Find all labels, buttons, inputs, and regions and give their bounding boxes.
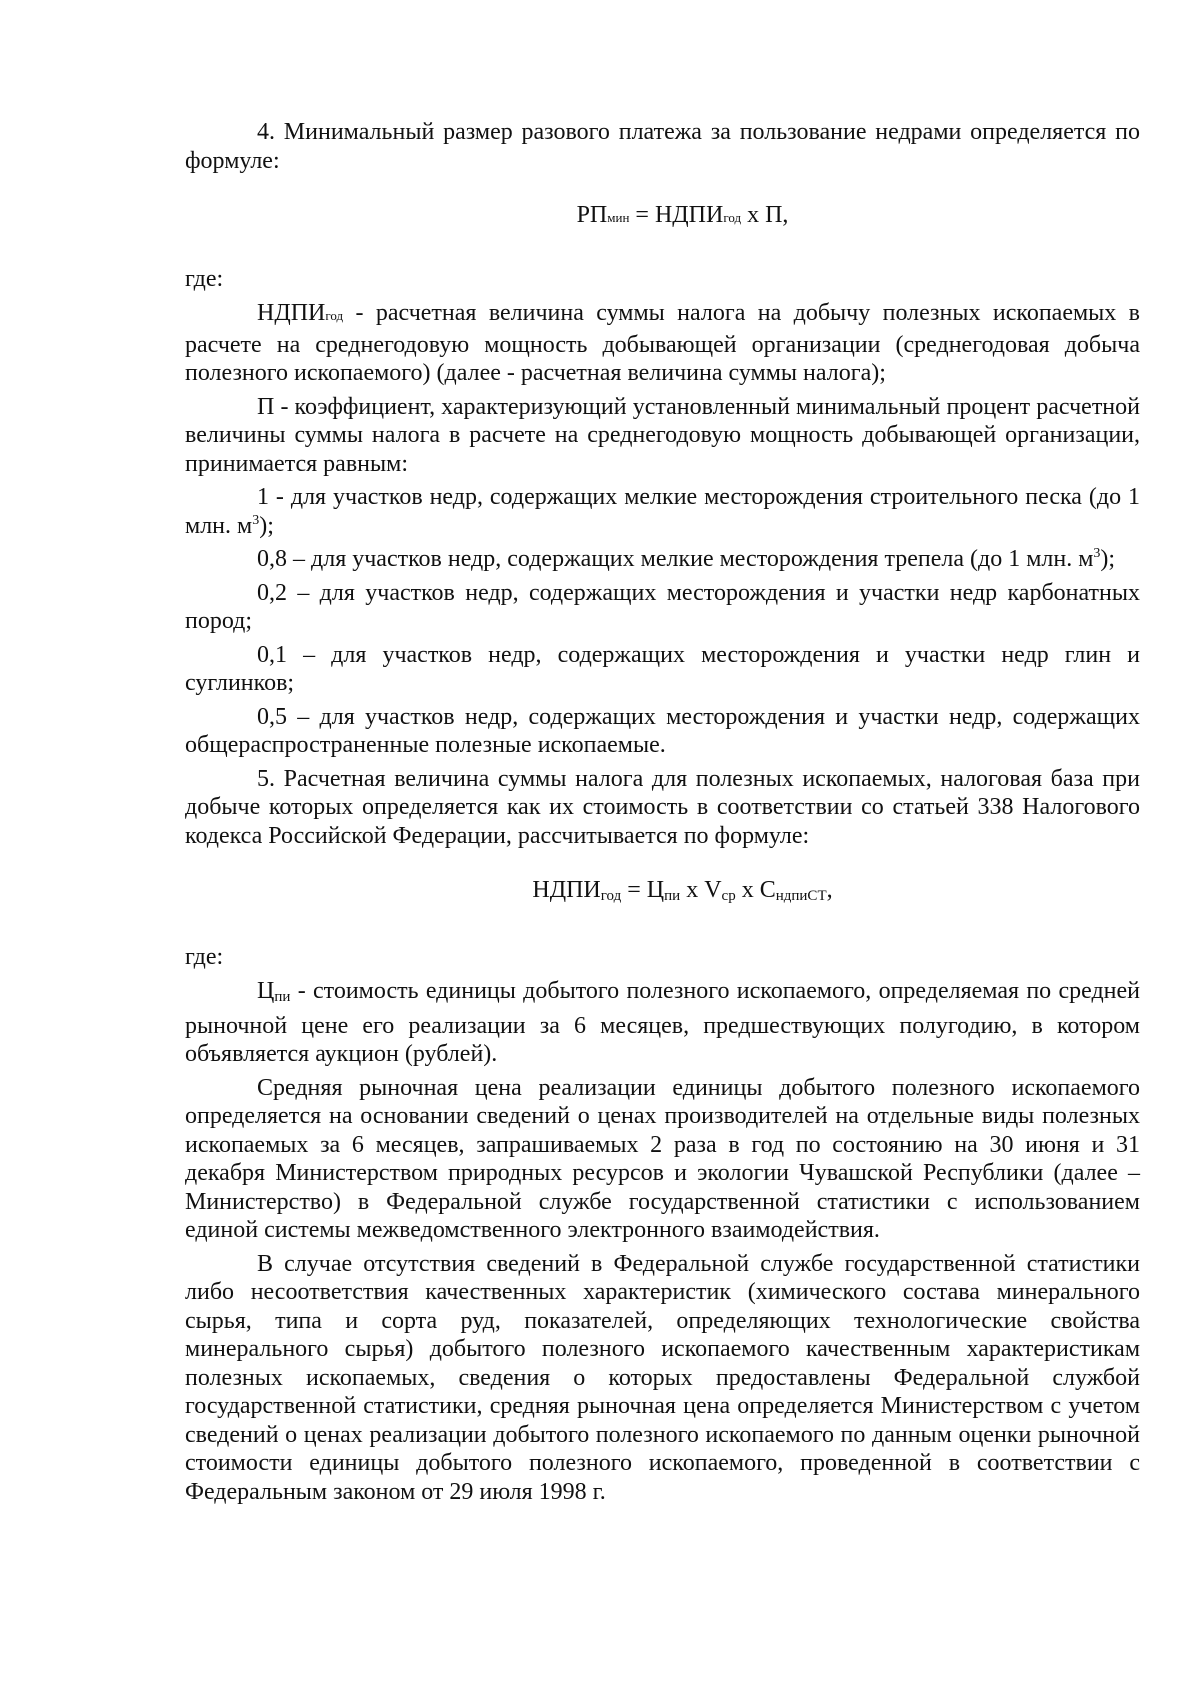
formula-min-payment-mid-sub: год xyxy=(723,210,742,225)
coefficient-0-5: 0,5 – для участков недр, содержащих месторождения и участки недр, содержащих общераспространенные полезные ископаемые. xyxy=(185,703,1140,758)
formula-ndpi-lhs: НДПИ xyxy=(532,877,601,903)
formula-ndpi-v-sub: ср xyxy=(721,888,736,904)
where-label: где: xyxy=(185,265,224,292)
formula-ndpi-eq: = Ц xyxy=(621,877,665,903)
item-4-paragraph: 4. Минимальный размер разового платежа за пользование недрами определяется по формуле: xyxy=(185,119,1140,174)
ndpi-definition xyxy=(185,299,1140,388)
ndpi-definition-text: - расчетная величина суммы налога на добычу полезных ископаемых в расчете на среднегодовую мощность добывающей организации (среднегодовая добыча полезного ископаемого) (далее - расчетная величина суммы налога); xyxy=(185,300,1140,386)
formula-ndpi-x2: х С xyxy=(735,877,776,903)
cpi-definition-text: - стоимость единицы добытого полезного ископаемого, определяемая по средней рыночной цене его реализации за 6 месяцев, предшествующих полугодию, в котором объявляется аукцион (рублей). xyxy=(185,978,1140,1067)
formula-ndpi xyxy=(225,876,1140,911)
coefficient-1-end: ); xyxy=(259,512,274,539)
p-coefficient-definition: П - коэффициент, характеризующий установленный минимальный процент расчетной величины суммы налога в расчете на среднегодовую мощность добывающей организации, принимается равным: xyxy=(185,393,1140,477)
coefficient-0-8-text: 0,8 – для участков недр, содержащих мелкие месторождения трепела (до 1 млн. м xyxy=(257,546,1094,572)
average-price-paragraph: Средняя рыночная цена реализации единицы добытого полезного ископаемого определяется на основании сведений о ценах производителей на отдельные виды полезных ископаемых за 6 месяцев, запрашиваемых 2 раза в год по состоянию на 30 июня и 31 декабря Министерством природных ресурсов и экологии Чувашской Республики (далее – Министерство) в Федеральной службе государственной статистики с использованием единой системы межведомственного электронного взаимодействия. xyxy=(185,1074,1140,1243)
formula-ndpi-end: , xyxy=(826,877,833,903)
coefficient-1-sup: 3 xyxy=(252,512,260,528)
formula-ndpi-c-sub: пи xyxy=(664,888,681,904)
ndpi-symbol-sub: год xyxy=(325,308,344,323)
formula-ndpi-s-sub: ндпиСТ xyxy=(775,888,827,904)
coefficient-1 xyxy=(185,483,1140,540)
formula-min-payment-mid: = НДПИ xyxy=(629,202,724,228)
formula-min-payment xyxy=(225,201,1140,233)
coefficient-0-2: 0,2 – для участков недр, содержащих месторождения и участки недр карбонатных пород; xyxy=(185,579,1140,634)
cpi-symbol-sub: пи xyxy=(274,989,291,1005)
cpi-definition xyxy=(185,977,1140,1069)
coefficient-0-8 xyxy=(185,545,1140,574)
formula-ndpi-x1: х V xyxy=(680,877,722,903)
coefficient-0-8-end: ); xyxy=(1100,546,1116,572)
coefficient-0-1: 0,1 – для участков недр, содержащих месторождения и участки недр глин и суглинков; xyxy=(185,641,1140,696)
formula-ndpi-lhs-sub: год xyxy=(600,888,622,904)
formula-min-payment-lhs-sub: мин xyxy=(607,210,630,225)
formula-min-payment-rhs: х П, xyxy=(741,202,789,228)
coefficient-1-text: 1 - для участков недр, содержащих мелкие месторождения строительного песка (до 1 млн. м xyxy=(185,484,1140,539)
ndpi-symbol: НДПИ xyxy=(257,300,326,326)
formula-min-payment-lhs: РП xyxy=(576,202,608,228)
cpi-symbol: Ц xyxy=(257,978,275,1004)
item-5-paragraph: 5. Расчетная величина суммы налога для полезных ископаемых, налоговая база при добыче которых определяется как их стоимость в соответствии со статьей 338 Налогового кодекса Российской Федерации, рассчитывается по формуле: xyxy=(185,765,1140,849)
coefficient-0-8-sup: 3 xyxy=(1093,546,1101,561)
absence-of-data-paragraph: В случае отсутствия сведений в Федеральной службе государственной статистики либо несоответствия качественных характеристик (химического состава минерального сырья, типа и сорта руд, показателей, определяющих технологические свойства минерального сырья) добытого полезного ископаемого качественным характеристикам полезных ископаемых, сведения о которых предоставлены Федеральной службой государственной статистики, средняя рыночная цена определяется Министерством с учетом сведений о ценах реализации добытого полезного ископаемого по данным оценки рыночной стоимости единицы добытого полезного ископаемого, проведенной в соответствии с Федеральным законом от 29 июля 1998 г. xyxy=(185,1250,1140,1505)
where-label-2: где: xyxy=(185,943,224,970)
